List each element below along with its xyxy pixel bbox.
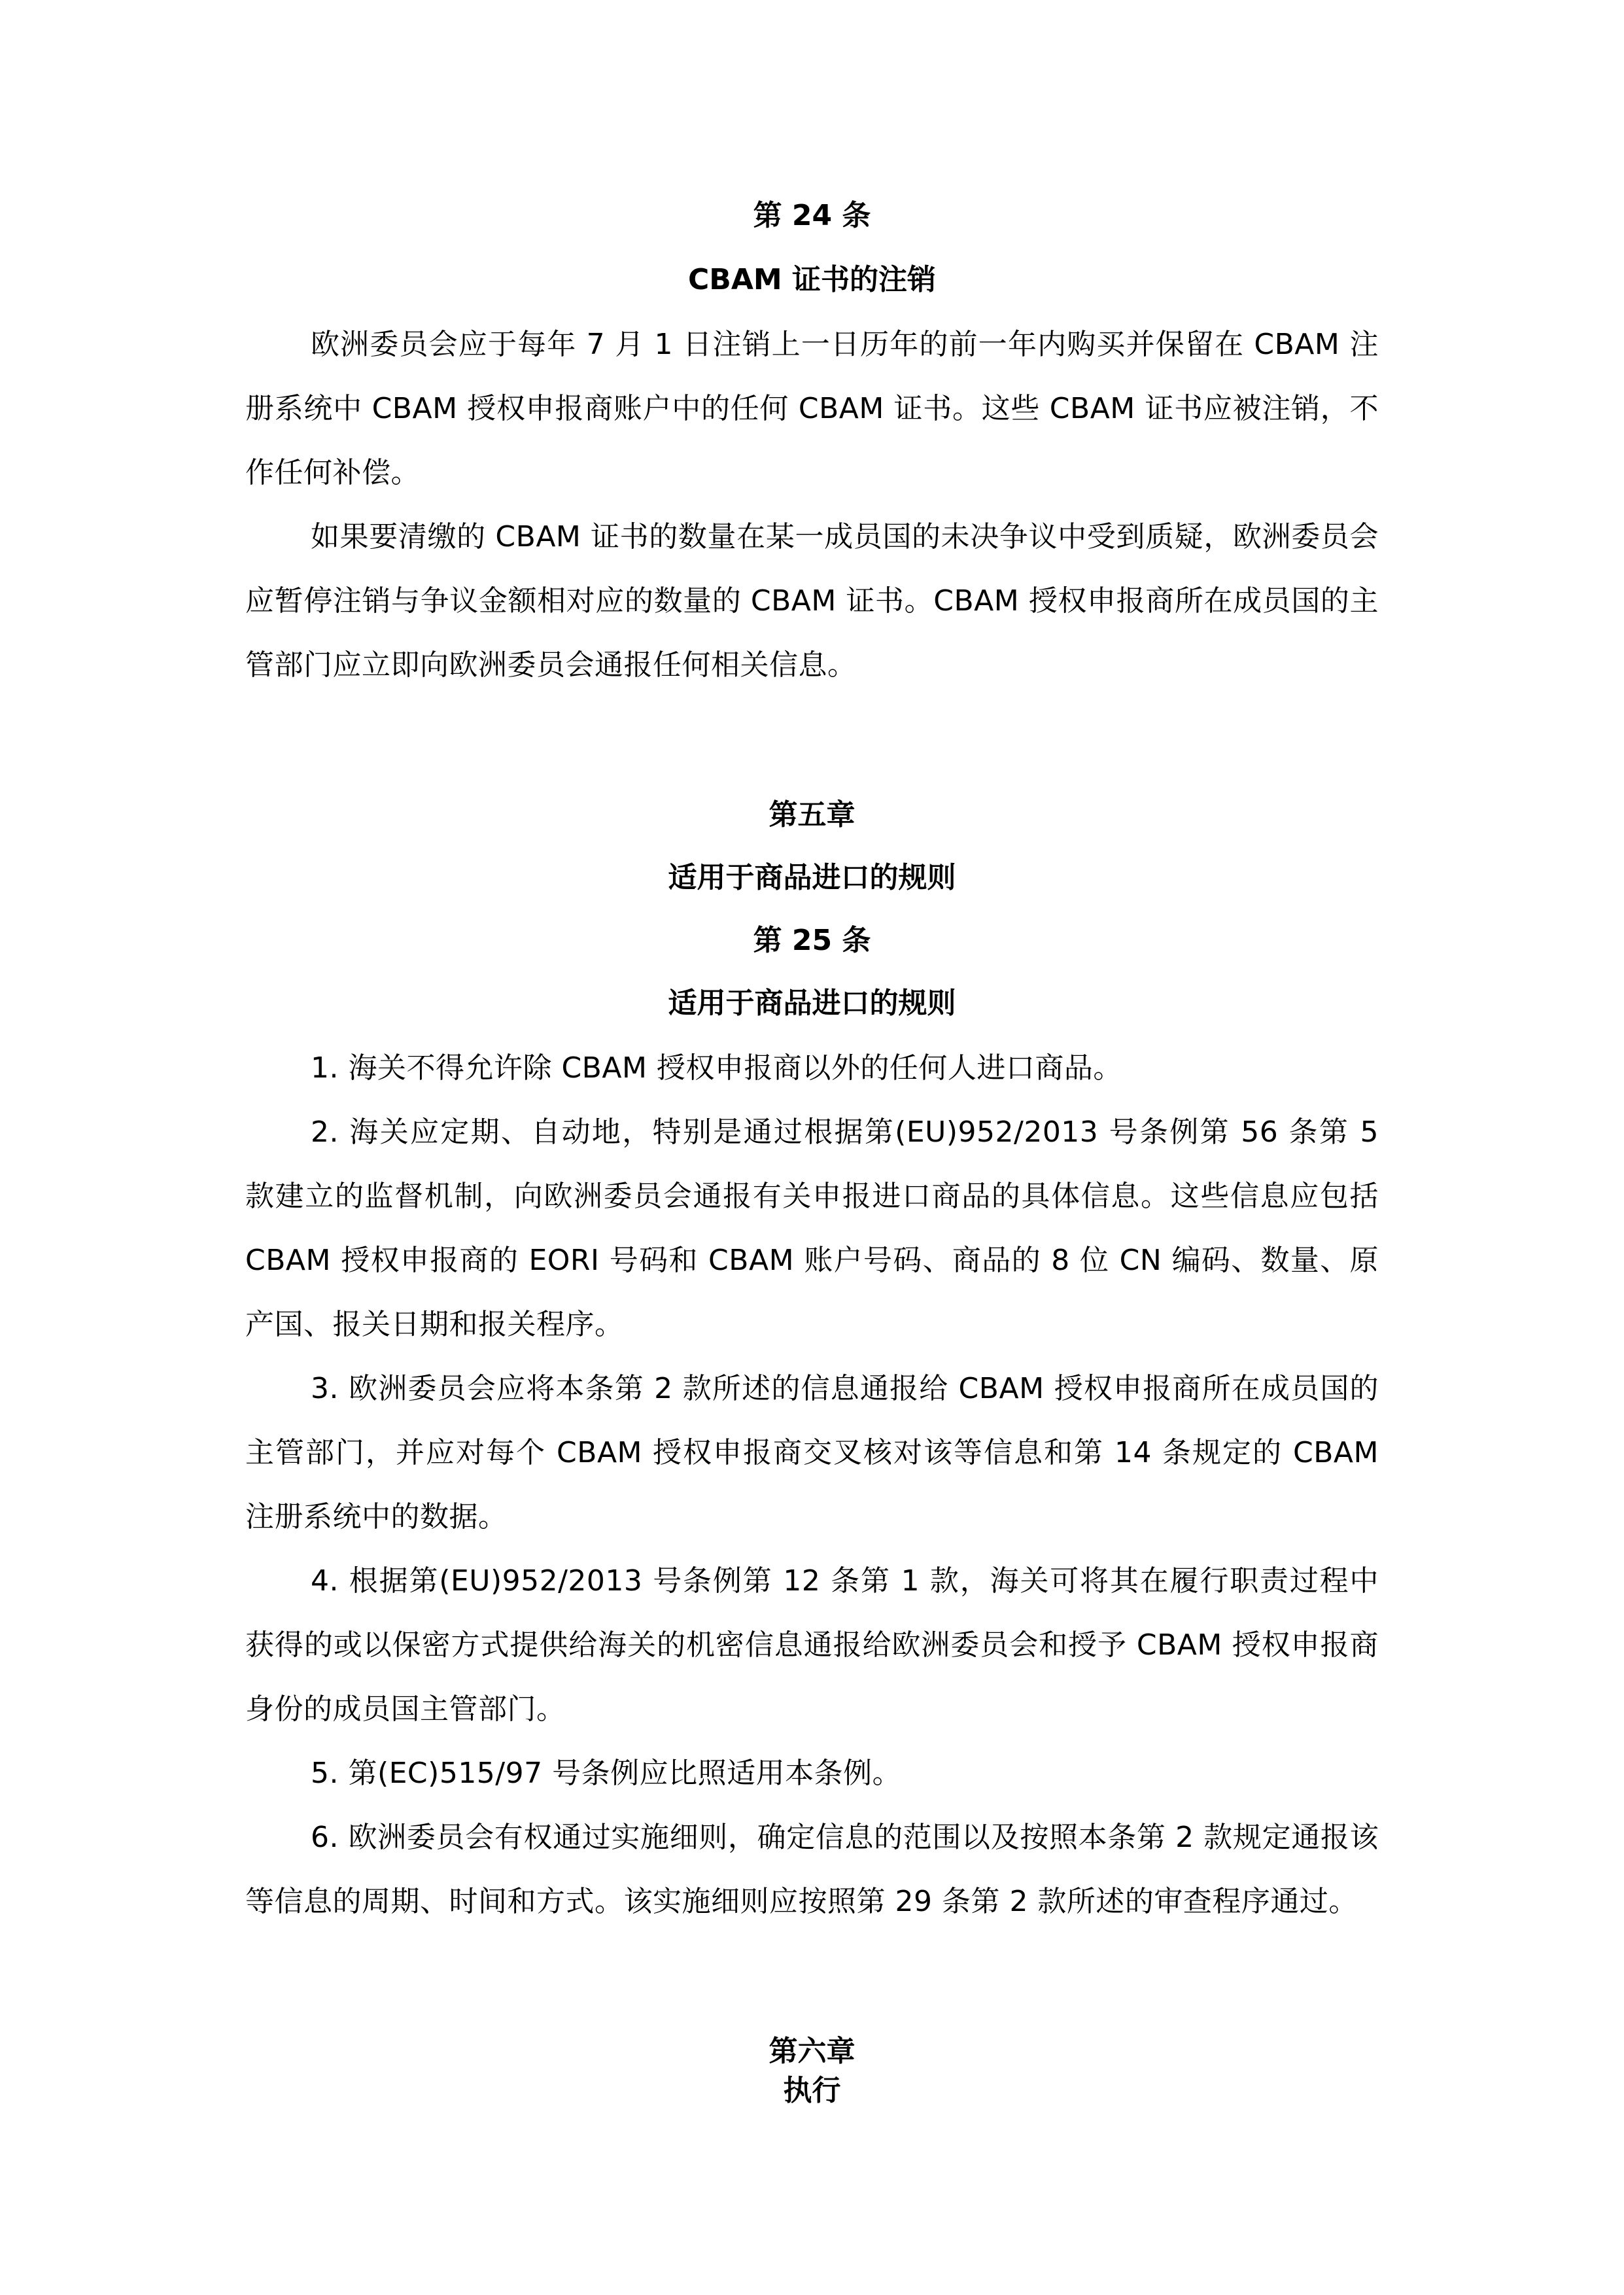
- article-25-paragraph-5: 5. 第(EC)515/97 号条例应比照适用本条例。: [311, 1757, 902, 1790]
- article-24: [245, 196, 1379, 697]
- article-24-paragraph-1: 欧洲委员会应于每年 7 月 1 日注销上一日历年的前一年内购买并保留在 CBAM 注册系统中 CBAM 授权申报商账户中的任何 CBAM 证书。这些 CBAM 证书应被注销，不作任何补偿。: [245, 328, 1379, 489]
- chapter-5: [245, 796, 1379, 898]
- chapter-6: [245, 2032, 1379, 2111]
- article-25-title: 适用于商品进口的规则: [668, 987, 956, 1020]
- article-24-title: CBAM 证书的注销: [688, 263, 936, 296]
- article-25-paragraph-3: 3. 欧洲委员会应将本条第 2 款所述的信息通报给 CBAM 授权申报商所在成员国的主管部门，并应对每个 CBAM 授权申报商交叉核对该等信息和第 14 条规定的 CBAM 注册系统中的数据。: [245, 1372, 1379, 1533]
- chapter-5-number: 第五章: [769, 798, 855, 832]
- article-25-paragraph-4: 4. 根据第(EU)952/2013 号条例第 12 条第 1 款，海关可将其在履行职责过程中获得的或以保密方式提供给海关的机密信息通报给欧洲委员会和授予 CBAM 授权申报商身份的成员国主管部门。: [245, 1564, 1379, 1726]
- article-24-number: 第 24 条: [753, 199, 871, 232]
- chapter-6-title: 执行: [783, 2074, 841, 2107]
- article-25: [245, 921, 1379, 1934]
- article-24-paragraph-2: 如果要清缴的 CBAM 证书的数量在某一成员国的未决争议中受到质疑，欧洲委员会应暂停注销与争议金额相对应的数量的 CBAM 证书。CBAM 授权申报商所在成员国的主管部门应立即向欧洲委员会通报任何相关信息。: [245, 520, 1379, 682]
- article-25-paragraph-6: 6. 欧洲委员会有权通过实施细则，确定信息的范围以及按照本条第 2 款规定通报该等信息的周期、时间和方式。该实施细则应按照第 29 条第 2 款所述的审查程序通过。: [245, 1821, 1379, 1918]
- article-25-paragraph-2: 2. 海关应定期、自动地，特别是通过根据第(EU)952/2013 号条例第 56 条第 5 款建立的监督机制，向欧洲委员会通报有关申报进口商品的具体信息。这些信息应包括 CBAM 授权申报商的 EORI 号码和 CBAM 账户号码、商品的 8 位 CN 编码、数量、原产国、报关日期和报关程序。: [245, 1115, 1379, 1341]
- chapter-6-number: 第六章: [769, 2035, 855, 2068]
- article-25-paragraph-1: 1. 海关不得允许除 CBAM 授权申报商以外的任何人进口商品。: [311, 1051, 1122, 1085]
- document-page: [245, 196, 1379, 2111]
- article-25-number: 第 25 条: [753, 924, 871, 957]
- chapter-5-title: 适用于商品进口的规则: [668, 861, 956, 894]
